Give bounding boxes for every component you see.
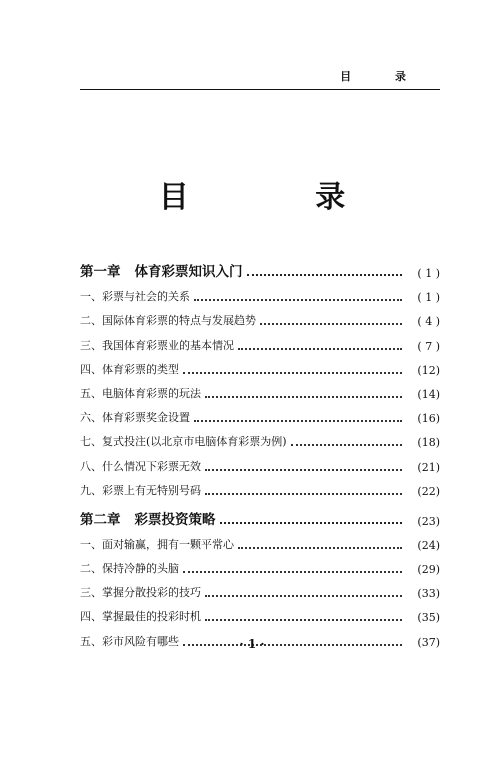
dot-leader — [205, 619, 402, 621]
toc-chapter-label — [80, 508, 216, 528]
toc-page-number: ( 1 ) — [417, 267, 440, 280]
dot-leader — [238, 547, 402, 549]
dot-leader — [194, 299, 402, 301]
toc-page-number: (24) — [417, 538, 440, 552]
chapter-title: 体育彩票知识入门 — [134, 264, 243, 280]
toc-page-number: (35) — [417, 611, 440, 625]
dot-leader — [205, 595, 402, 597]
toc-entry[interactable] — [80, 552, 440, 576]
toc-page-number: (12) — [417, 363, 440, 377]
toc-entry[interactable] — [80, 425, 440, 449]
dot-leader — [220, 522, 403, 524]
running-head — [80, 66, 440, 90]
toc-page-number: (16) — [417, 412, 440, 426]
dot-leader — [183, 571, 402, 573]
dot-leader — [205, 396, 402, 398]
toc-entry-label: 九、彩票上有无特别号码 — [80, 483, 201, 497]
toc-chapter-1[interactable] — [80, 252, 440, 280]
toc-entry-label: 二、保持冷静的头脑 — [80, 562, 179, 576]
toc-entry[interactable] — [80, 600, 440, 624]
toc-chapter-label — [80, 260, 243, 280]
dot-leader — [194, 420, 402, 422]
toc-page-number: (33) — [417, 587, 440, 601]
header-rule — [80, 89, 440, 90]
chapter-number: 第一章 — [80, 264, 121, 280]
toc-page-number: (14) — [417, 387, 440, 401]
page-title: 目 录 — [158, 180, 404, 215]
toc-entry-label: 六、体育彩票奖金设置 — [80, 411, 190, 425]
toc-entry[interactable] — [80, 401, 440, 425]
toc-entry-label: 二、国际体育彩票的特点与发展趋势 — [80, 314, 256, 328]
toc-page-number: ( 4 ) — [417, 315, 440, 329]
toc-entry-label: 四、体育彩票的类型 — [80, 362, 179, 376]
toc-page-number: ( 1 ) — [417, 291, 440, 305]
toc-page-number: (21) — [417, 460, 440, 474]
dot-leader — [291, 444, 402, 446]
toc-page-number: (18) — [417, 436, 440, 450]
chapter-number: 第二章 — [80, 511, 121, 528]
page-number-footer: · 1 · — [239, 637, 265, 651]
running-head-text: 目 录 — [340, 70, 426, 83]
toc-chapter-2[interactable] — [80, 500, 440, 528]
dot-leader — [205, 493, 402, 495]
dot-leader — [238, 348, 402, 350]
toc-entry-label: 五、彩市风险有哪些 — [80, 634, 179, 648]
toc-entry-label: 八、什么情况下彩票无效 — [80, 459, 201, 473]
toc-page-number: (22) — [417, 484, 440, 498]
toc-entry[interactable] — [80, 280, 440, 304]
toc-entry[interactable] — [80, 474, 440, 498]
toc-entry-label: 七、复式投注(以北京市电脑体育彩票为例) — [80, 435, 287, 449]
toc-entry[interactable] — [80, 353, 440, 377]
toc-entry[interactable] — [80, 328, 440, 352]
toc-page-number: (37) — [417, 635, 440, 649]
dot-leader — [260, 323, 402, 325]
toc-entry-label: 三、掌握分散投彩的技巧 — [80, 586, 201, 600]
dot-leader — [183, 372, 402, 374]
toc-entry-label: 四、掌握最佳的投彩时机 — [80, 610, 201, 624]
toc-page-number: ( 7 ) — [417, 339, 440, 353]
toc-page-number: (23) — [417, 514, 440, 528]
toc-entry[interactable] — [80, 377, 440, 401]
toc-entry[interactable] — [80, 449, 440, 473]
toc-entry[interactable] — [80, 304, 440, 328]
toc-entry-label: 一、彩票与社会的关系 — [80, 290, 190, 304]
toc-entry[interactable] — [80, 528, 440, 552]
chapter-title: 彩票投资策略 — [134, 511, 216, 528]
toc-entry[interactable] — [80, 576, 440, 600]
table-of-contents — [80, 252, 440, 649]
toc-page-number: (29) — [417, 563, 440, 577]
dot-leader — [205, 469, 402, 471]
toc-entry-label: 一、面对输赢，拥有一颗平常心 — [80, 537, 234, 551]
dot-leader — [247, 274, 403, 276]
toc-entry-label: 五、电脑体育彩票的玩法 — [80, 386, 201, 400]
toc-entry-label: 三、我国体育彩票业的基本情况 — [80, 338, 234, 352]
